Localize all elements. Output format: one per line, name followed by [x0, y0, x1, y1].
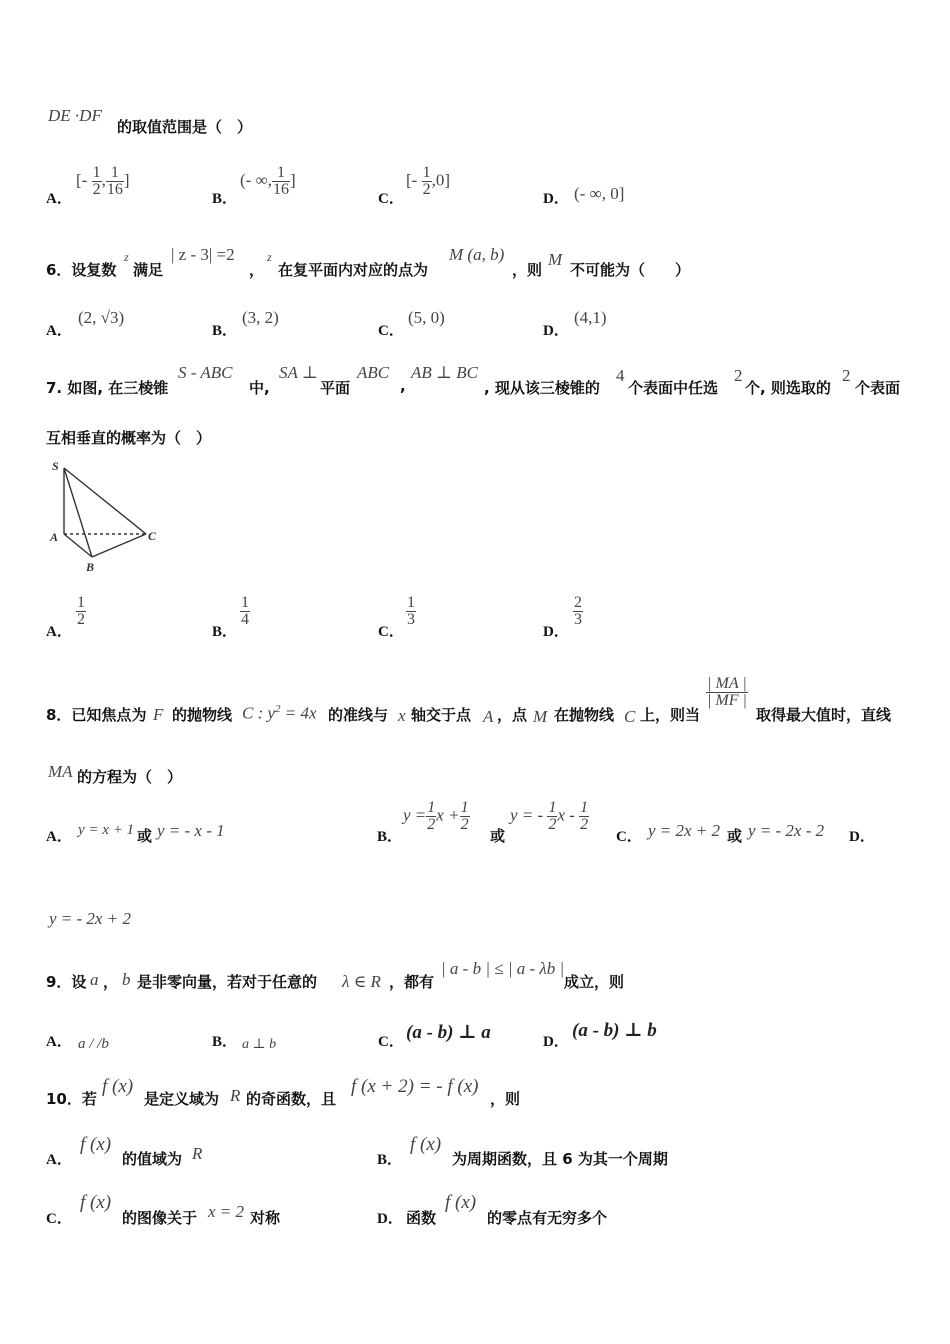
option-label: B． — [377, 829, 403, 845]
option-label: D． — [849, 829, 875, 845]
label-s: S — [52, 459, 59, 473]
option-label: D． — [543, 191, 569, 207]
option-math: a / /b — [78, 1036, 109, 1052]
option-label: A． — [46, 323, 72, 339]
option-math: (a - b) ⊥ b — [572, 1020, 657, 1041]
option-fraction: $\frac{2}{3}$ — [574, 594, 582, 628]
option-label: A． — [46, 1034, 72, 1050]
option-label: A． — [46, 829, 72, 845]
option-math: (4,1) — [574, 308, 607, 327]
option-label: C． — [378, 191, 404, 207]
option-label: A． — [46, 1152, 72, 1168]
option-label: D． — [377, 1211, 403, 1227]
option-label: A． — [46, 191, 72, 207]
option-label: B． — [212, 1034, 238, 1050]
option-label: B． — [212, 624, 238, 640]
option-math: (- ∞, 0] — [574, 184, 625, 203]
option-math: (- ∞, $\frac{1}{16}$ ] — [240, 164, 296, 198]
option-label: C． — [46, 1211, 72, 1227]
option-label: D． — [543, 1034, 569, 1050]
option-math: (3, 2) — [242, 308, 279, 327]
option-fraction: $\frac{1}{4}$ — [241, 594, 249, 628]
option-label: C． — [378, 1034, 404, 1050]
q5-stem-text: 的取值范围是（ ） — [117, 118, 253, 136]
option-label: A． — [46, 624, 72, 640]
q7-stem-line2: 互相垂直的概率为（ ） — [46, 429, 212, 447]
edge-sb — [64, 468, 92, 557]
option-math: a ⊥ b — [242, 1037, 277, 1052]
edge-bc — [92, 534, 146, 557]
label-b: B — [86, 560, 95, 574]
option-math: y = - 2x + 2 — [49, 909, 131, 928]
option-label: B． — [212, 323, 238, 339]
q5-stem-math: DE ·DF — [48, 106, 102, 125]
option-fraction: $\frac{1}{2}$ — [77, 594, 85, 628]
option-math: [- $\frac{1}{2}$ , $\frac{1}{16}$ ] — [76, 164, 130, 198]
option-label: D． — [543, 624, 569, 640]
option-label: B． — [212, 191, 238, 207]
pyramid-figure — [44, 456, 174, 580]
q6-stem-prefix: 6．设复数 — [46, 261, 117, 279]
option-label: C． — [378, 323, 404, 339]
label-a: A — [50, 530, 59, 544]
option-label: D． — [543, 323, 569, 339]
label-c: C — [148, 529, 157, 543]
edge-sc — [64, 468, 146, 534]
option-math: (a - b) ⊥ a — [406, 1022, 491, 1043]
option-label: C． — [378, 624, 404, 640]
option-label: C． — [616, 829, 642, 845]
option-math: (2, √3) — [78, 308, 125, 327]
option-label: B． — [377, 1152, 403, 1168]
option-math: [- $\frac{1}{2}$ ,0] — [406, 164, 450, 198]
option-fraction: $\frac{1}{3}$ — [407, 594, 415, 628]
option-math: (5, 0) — [408, 308, 445, 327]
